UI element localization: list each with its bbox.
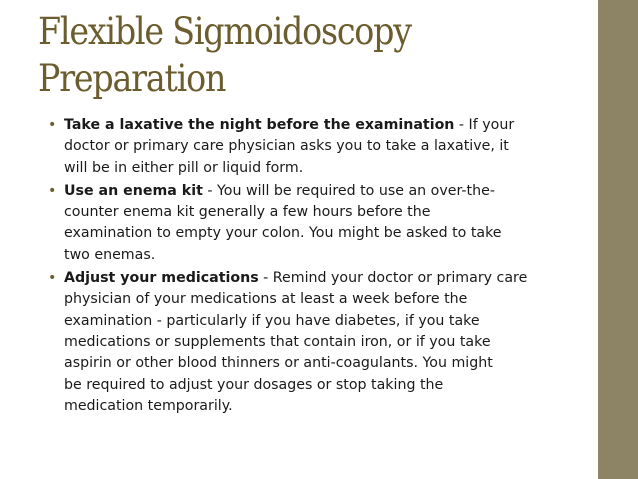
bullet-heading: Adjust your medications: [64, 270, 259, 287]
bullet-item-laxative: [48, 115, 573, 179]
bullet-heading: Use an enema kit: [64, 182, 203, 199]
bullet-line: doctor or primary care physician asks you to take a laxative, it: [64, 138, 509, 155]
title-line-1: Flexible Sigmoidoscopy: [38, 10, 411, 53]
side-accent-bar: [598, 0, 638, 479]
bullet-line: aspirin or other blood thinners or anti-coagulants. You might: [64, 355, 493, 372]
title-line-2: Preparation: [38, 57, 226, 100]
bullet-list: [48, 115, 573, 419]
bullet-text: - Remind your doctor or primary care: [258, 270, 528, 287]
bullet-line: examination to empty your colon. You might be asked to take: [64, 225, 502, 242]
bullet-line: examination - particularly if you have diabetes, if you take: [64, 312, 480, 329]
bullet-line: [64, 268, 573, 289]
bullet-line: medication temporarily.: [64, 397, 233, 414]
bullet-heading: Take a laxative the night before the examination: [64, 117, 455, 133]
bullet-line: counter enema kit generally a few hours before the: [64, 204, 431, 221]
bullet-text: - You will be required to use an over-the-: [202, 182, 495, 199]
bullet-marker: •: [48, 182, 57, 199]
bullet-line: be required to adjust your dosages or stop taking the: [64, 376, 444, 393]
bullet-item-medications: [48, 268, 573, 417]
bullet-line: will be in either pill or liquid form.: [64, 159, 304, 176]
bullet-line: [64, 115, 573, 136]
bullet-line: physician of your medications at least a week before the: [64, 291, 468, 308]
bullet-marker: •: [48, 117, 57, 133]
bullet-line: two enemas.: [64, 246, 156, 263]
bullet-text: - If your: [454, 117, 515, 133]
slide-title: [38, 8, 588, 102]
bullet-line: medications or supplements that contain iron, or if you take: [64, 333, 491, 350]
bullet-line: [64, 181, 573, 202]
bullet-marker: •: [48, 270, 57, 287]
bullet-item-enema-kit: [48, 181, 573, 266]
